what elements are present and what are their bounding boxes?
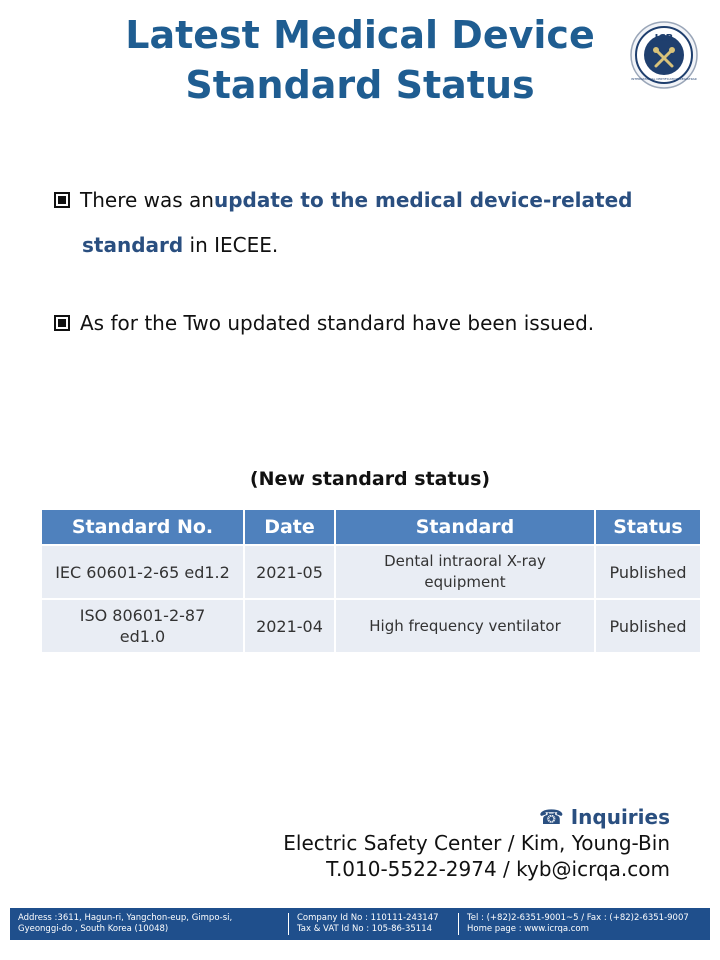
- column-header-status: Status: [595, 509, 701, 545]
- inquiries-block: [283, 804, 670, 882]
- footer-address-line-1: Address :3611, Hagun-ri, Yangchon-eup, Gimpo-si,: [18, 913, 233, 923]
- bullet-highlight-b: standard: [82, 233, 184, 257]
- cell-status: Published: [595, 545, 701, 599]
- page-title-line-1: Latest Medical Device: [125, 13, 595, 57]
- page-title-line-2: Standard Status: [185, 63, 535, 107]
- footer-contact: [458, 913, 710, 935]
- cell-date: 2021-04: [244, 599, 335, 653]
- footer-contact-line-2: Home page : www.icrqa.com: [467, 924, 589, 934]
- bullet-issued: [54, 309, 594, 337]
- inquiries-contact-name: Electric Safety Center / Kim, Young-Bin: [283, 831, 670, 855]
- cell-standard: High frequency ventilator: [335, 599, 595, 653]
- cell-standard-no: IEC 60601-2-65 ed1.2: [41, 545, 244, 599]
- footer-company-ids: [288, 913, 458, 935]
- cell-standard-no: ISO 80601-2-87 ed1.0: [41, 599, 244, 653]
- cell-status: Published: [595, 599, 701, 653]
- page-title: [110, 10, 610, 110]
- icr-logo: [629, 20, 699, 90]
- bullet-text: As for the Two updated standard have been issued.: [80, 311, 595, 335]
- bullet-text-pre: There was an: [80, 188, 214, 212]
- square-bullet-icon: [54, 192, 70, 208]
- footer-company-line-1: Company Id No : 110111-243147: [297, 913, 439, 923]
- table-header-row: [41, 509, 701, 545]
- footer-bar: [10, 908, 710, 940]
- footer-company-line-2: Tax & VAT Id No : 105-86-35114: [297, 924, 433, 934]
- column-header-date: Date: [244, 509, 335, 545]
- footer-contact-line-1: Tel : (+82)2-6351-9001~5 / Fax : (+82)2-6351-9007: [467, 913, 689, 923]
- footer-address: [10, 913, 288, 935]
- standard-status-table: [40, 508, 702, 654]
- bullet-text-post: in IECEE.: [183, 233, 279, 257]
- cell-standard: Dental intraoral X-ray equipment: [335, 545, 595, 599]
- inquiries-heading: [283, 804, 670, 830]
- table-row: [41, 599, 701, 653]
- table-caption: (New standard status): [249, 468, 491, 490]
- logo-text: ICR: [654, 33, 674, 44]
- telephone-icon: ☎: [538, 805, 564, 829]
- logo-ring-text: INTERNATIONAL CERTIFICATION REGISTRAR: [631, 77, 697, 81]
- column-header-standard: Standard: [335, 509, 595, 545]
- cell-date: 2021-05: [244, 545, 335, 599]
- column-header-standard-no: Standard No.: [41, 509, 244, 545]
- bullet-highlight-a: update to the medical device-related: [213, 188, 633, 212]
- bullet-update: [54, 186, 632, 259]
- inquiries-label: Inquiries: [570, 805, 670, 829]
- square-bullet-icon: [54, 315, 70, 331]
- footer-address-line-2: Gyeonggi-do , South Korea (10048): [18, 924, 169, 934]
- inquiries-contact-info: T.010-5522-2974 / kyb@icrqa.com: [326, 857, 670, 881]
- table-row: [41, 545, 701, 599]
